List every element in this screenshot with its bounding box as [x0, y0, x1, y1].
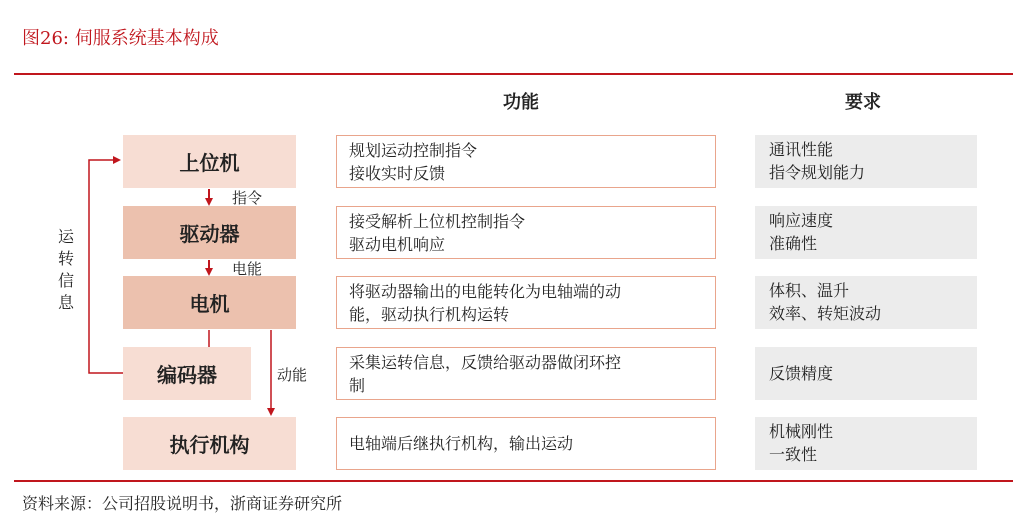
requirement-line: 体积、温升 — [769, 281, 850, 300]
column-header-requirement: 要求 — [845, 92, 881, 113]
function-line: 接收实时反馈 — [349, 164, 446, 183]
feedback-loop-arrow — [89, 160, 123, 373]
figure-title: 图26: 伺服系统基本构成 — [22, 28, 219, 49]
requirement-line: 机械刚性 — [769, 422, 834, 441]
requirement-line: 响应速度 — [769, 211, 834, 230]
function-line: 能，驱动执行机构运转 — [349, 305, 510, 324]
label-feedback-vertical: 运转信息 — [57, 227, 74, 312]
function-line: 接受解析上位机控制指令 — [349, 212, 526, 231]
requirement-line: 指令规划能力 — [769, 163, 866, 182]
requirement-line: 一致性 — [769, 445, 818, 464]
stage-driver: 驱动器 — [123, 206, 296, 259]
function-line: 驱动电机响应 — [349, 235, 446, 254]
function-line: 电轴端后继执行机构，输出运动 — [349, 434, 574, 453]
column-header-function: 功能 — [503, 92, 539, 113]
function-line: 规划运动控制指令 — [349, 141, 478, 160]
stage-motor: 电机 — [123, 276, 296, 329]
stage-encoder: 编码器 — [123, 347, 251, 400]
bottom-divider — [14, 480, 1013, 482]
requirement-line: 通讯性能 — [769, 140, 834, 159]
label-command: 指令 — [232, 189, 263, 207]
function-line: 将驱动器输出的电能转化为电轴端的动 — [349, 282, 622, 301]
stage-actuator: 执行机构 — [123, 417, 296, 470]
label-kinetic: 动能 — [277, 366, 308, 384]
label-electric: 电能 — [232, 260, 263, 278]
requirement-line: 准确性 — [769, 234, 818, 253]
requirement-line: 效率、转矩波动 — [769, 304, 882, 323]
requirement-line: 反馈精度 — [769, 364, 834, 383]
stage-host-controller: 上位机 — [123, 135, 296, 188]
function-line: 制 — [349, 376, 366, 395]
source-note: 资料来源：公司招股说明书，浙商证券研究所 — [22, 494, 343, 513]
function-line: 采集运转信息，反馈给驱动器做闭环控 — [349, 353, 622, 372]
